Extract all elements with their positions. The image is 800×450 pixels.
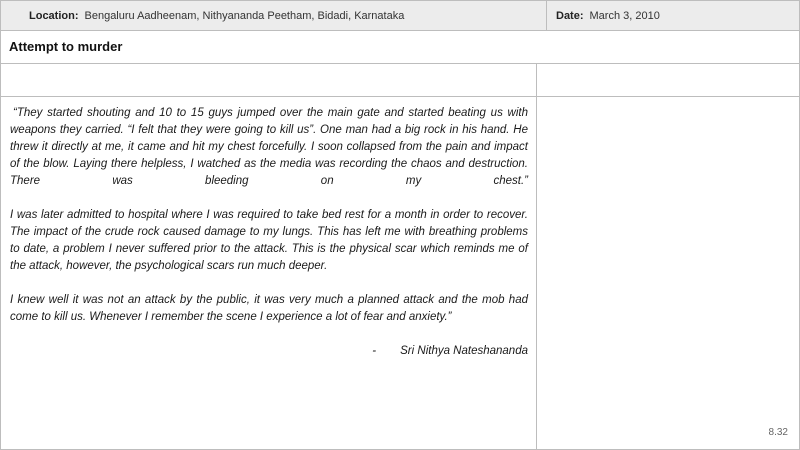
empty-cell-left <box>0 63 537 97</box>
section-title: Attempt to murder <box>0 30 800 64</box>
signature-name: Sri Nithya Nateshananda <box>400 345 528 357</box>
location-value: Bengaluru Aadheenam, Nithyananda Peetham, Bidadi, Karnataka <box>84 9 405 22</box>
empty-cell-right <box>536 63 800 97</box>
testimony-cell <box>0 96 537 450</box>
testimony-paragraph-2: I was later admitted to hospital where I was required to take bed rest for a month in order to recover. The impact of the crude rock caused damage to my lungs. This has left me with breathing problems to date, a problem I never suffered prior to the attack. This is the physical scar which reminds me of the attack, however, the psychological scars run much deeper. <box>10 209 528 272</box>
testimony-paragraph-3: I knew well it was not an attack by the public, it was very much a planned attack and the mob had come to kill us. Whenever I remember the scene I experience a lot of fear and anxiety.” <box>10 294 528 323</box>
date-label: Date: <box>556 9 584 22</box>
date-cell <box>546 0 800 31</box>
page-number: 8.32 <box>768 427 788 438</box>
notes-cell <box>536 96 800 450</box>
location-label: Location: <box>29 9 79 22</box>
date-value: March 3, 2010 <box>589 9 660 22</box>
location-cell <box>0 0 547 31</box>
testimony-paragraph-1: “They started shouting and 10 to 15 guys jumped over the main gate and started beating us with weapons they carried. “I felt that they were going to kill us”. One man had a big rock in his hand. He threw it directly at me, it came and hit my chest forcefully. I soon collapsed from the pain and impact of the blow. Laying there helpless, I watched as the media was recording the chaos and destruction. There was bleeding on my chest.” <box>10 107 528 187</box>
signature <box>10 343 528 360</box>
signature-dash: - <box>372 345 377 357</box>
